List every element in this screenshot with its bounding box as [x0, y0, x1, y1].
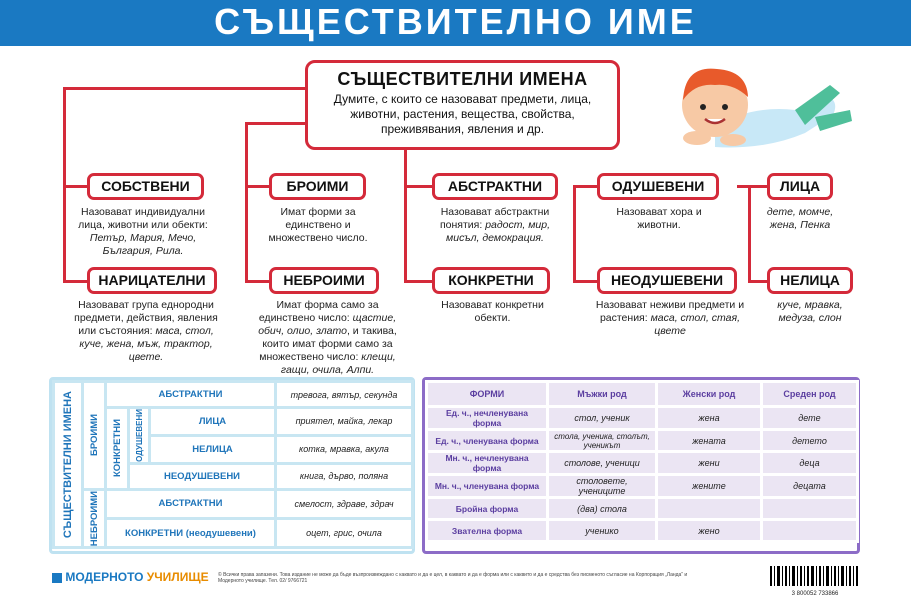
row-value: котка, мравка, акула: [276, 435, 413, 463]
odusheveni-cell: [129, 408, 150, 464]
barcode-number: 3 800052 733866: [791, 591, 839, 597]
side-label-cell: [54, 382, 83, 548]
litsa-examples: дете, момче, жена, Пенка: [766, 206, 834, 231]
connector-line: [245, 280, 271, 283]
konkretni-cell: [106, 408, 129, 490]
odusheveni-vert-label: ОДУШЕВЕНИ: [134, 409, 144, 462]
connector-line: [573, 185, 599, 188]
row-value: смелост, здраве, здрач: [276, 489, 413, 518]
form-value: жена: [657, 407, 762, 430]
litsa-description: [760, 206, 840, 232]
broimi-vert-label: БРОИМИ: [88, 414, 100, 457]
form-value: [762, 498, 858, 520]
side-label: СЪЩЕСТВИТЕЛНИ ИМЕНА: [62, 390, 74, 539]
form-value: жено: [657, 520, 762, 542]
nebroimi-desc-text1: Имат форма само за единствено число:: [258, 299, 379, 324]
form-value: [657, 498, 762, 520]
form-value: [762, 520, 858, 542]
form-value: жената: [657, 430, 762, 452]
logo-text-b: УЧИЛИЩЕ: [146, 570, 209, 584]
form-label: Звателна форма: [427, 520, 548, 542]
form-value: жените: [657, 475, 762, 498]
nebroimi-examples2: клещи, гащи, очила, Алпи.: [280, 351, 396, 376]
connector-line: [748, 280, 769, 283]
abstraktni-desc-text: Назовават абстрактни понятия:: [439, 206, 550, 231]
connector-line: [245, 185, 271, 188]
sobstveni-examples: Петър, Мария, Мечо, България, Рила.: [89, 232, 197, 257]
row-label: АБСТРАКТНИ: [106, 489, 276, 518]
form-value: децата: [762, 475, 858, 498]
odusheveni-box: ОДУШЕВЕНИ: [597, 173, 719, 200]
abstraktni-examples: радост, мир, мисъл, демокрация.: [446, 219, 551, 244]
naritsatelni-box: НАРИЦАТЕЛНИ: [87, 267, 217, 294]
nebroimi-description: [250, 299, 405, 377]
main-definition-box: [305, 60, 620, 150]
row-value: оцет, грис, очила: [276, 519, 413, 548]
naritsatelni-examples: маса, стол, куче, жена, мъж, трактор, цвете.: [79, 325, 214, 363]
connector-line: [63, 280, 89, 283]
konkretni-vert-label: КОНКРЕТНИ: [111, 419, 123, 478]
kid-illustration: [655, 55, 855, 155]
connector-line: [573, 280, 599, 283]
row-value: тревога, вятър, секунда: [276, 382, 413, 408]
form-value: стол, ученик: [548, 407, 657, 430]
neodusheveni-description: [595, 299, 745, 338]
konkretni-box: КОНКРЕТНИ: [432, 267, 550, 294]
connector-line: [245, 122, 248, 283]
connector-line: [404, 185, 434, 188]
form-label: Мн. ч., нечленувана форма: [427, 452, 548, 475]
sobstveni-desc-text: Назовават индивидуални лица, животни или обекти:: [78, 206, 208, 231]
connector-line: [573, 185, 576, 283]
connector-line: [404, 150, 407, 283]
page-title: СЪЩЕСТВИТЕЛНО ИМЕ: [0, 0, 911, 46]
publisher-logo: [52, 570, 209, 584]
form-label: Бройна форма: [427, 498, 548, 520]
form-value: дете: [762, 407, 858, 430]
konkretni-description: Назовават конкретни обекти.: [441, 299, 544, 324]
neodusheveni-box: НЕОДУШЕВЕНИ: [597, 267, 737, 294]
nebroimi-vert-label: НЕБРОИМИ: [88, 490, 100, 547]
naritsatelni-description: [66, 299, 226, 364]
nelitsa-description: [765, 299, 855, 325]
barcode: [770, 566, 860, 597]
logo-text-a: МОДЕРНОТО: [65, 570, 144, 584]
forms-header: ФОРМИ: [427, 382, 548, 407]
neodusheveni-examples: маса, стол, стая, цвете: [650, 312, 741, 337]
connector-line: [245, 122, 305, 125]
form-value: деца: [762, 452, 858, 475]
nelitsa-box: НЕЛИЦА: [767, 267, 853, 294]
nebroimi-box: НЕБРОИМИ: [269, 267, 379, 294]
nebroimi-examples1: щастие, обич, олио, злато: [258, 312, 397, 337]
logo-mark-icon: [52, 573, 62, 583]
main-description: Думите, с които се назовават предмети, лица, животни, растения, вещества, свойства, преживявания, явления и др.: [333, 92, 592, 136]
abstraktni-description: [425, 206, 565, 245]
main-title: СЪЩЕСТВИТЕЛНИ ИМЕНА: [337, 69, 588, 89]
row-label: КОНКРЕТНИ (неодушевени): [106, 519, 276, 548]
nebroimi-desc-text2: , и такива, които имат форми само за множествено число:: [259, 325, 397, 363]
odusheveni-description: Назовават хора и животни.: [616, 206, 702, 231]
form-value: столове, ученици: [548, 452, 657, 475]
broimi-cell: [83, 382, 106, 490]
classification-table: [52, 380, 414, 549]
sobstveni-description: [68, 206, 218, 258]
nebroimi-cell: [83, 489, 106, 547]
row-label: ЛИЦА: [150, 408, 276, 436]
sobstveni-box: СОБСТВЕНИ: [87, 173, 204, 200]
abstraktni-box: АБСТРАКТНИ: [432, 173, 558, 200]
form-value: стола, ученика, столът, ученикът: [548, 430, 657, 452]
neodusheveni-desc-text: Назовават неживи предмети и растения:: [595, 299, 745, 324]
connector-line: [737, 185, 769, 188]
copyright-text: © Всички права запазени. Това издание не може да бъде възпроизвеждано с каквато и да е цел, в каквато и да е форма или с каквито и да е средства без писменото съгласие на Корпорация „Ланда“ и Модерното училище. Тел. 02/ 9766721: [218, 572, 688, 584]
barcode-icon: [770, 566, 860, 586]
forms-table: [425, 380, 859, 543]
form-label: Ед. ч., членувана форма: [427, 430, 548, 452]
row-value: приятел, майка, лекар: [276, 408, 413, 436]
form-label: Ед. ч., нечленувана форма: [427, 407, 548, 430]
form-label: Мн. ч., членувана форма: [427, 475, 548, 498]
form-value: ученико: [548, 520, 657, 542]
form-value: столовете, учениците: [548, 475, 657, 498]
row-value: книга, дърво, поляна: [276, 463, 413, 489]
connector-line: [63, 185, 89, 188]
form-value: (два) стола: [548, 498, 657, 520]
connector-line: [748, 185, 751, 283]
broimi-box: БРОИМИ: [269, 173, 366, 200]
naritsatelni-desc-text: Назовават група еднородни предмети, действия, явления или състояния:: [74, 299, 218, 337]
form-value: детето: [762, 430, 858, 452]
feminine-header: Женски род: [657, 382, 762, 407]
litsa-box: ЛИЦА: [767, 173, 833, 200]
nelitsa-examples: куче, мравка, медуза, слон: [777, 299, 843, 324]
form-value: жени: [657, 452, 762, 475]
connector-line: [404, 280, 434, 283]
neuter-header: Среден род: [762, 382, 858, 407]
row-label: НЕЛИЦА: [150, 435, 276, 463]
masculine-header: Мъжки род: [548, 382, 657, 407]
row-label: НЕОДУШЕВЕНИ: [129, 463, 276, 489]
row-label: АБСТРАКТНИ: [106, 382, 276, 408]
broimi-description: Имат форми за единствено и множествено число.: [268, 206, 368, 244]
connector-line: [63, 87, 305, 90]
